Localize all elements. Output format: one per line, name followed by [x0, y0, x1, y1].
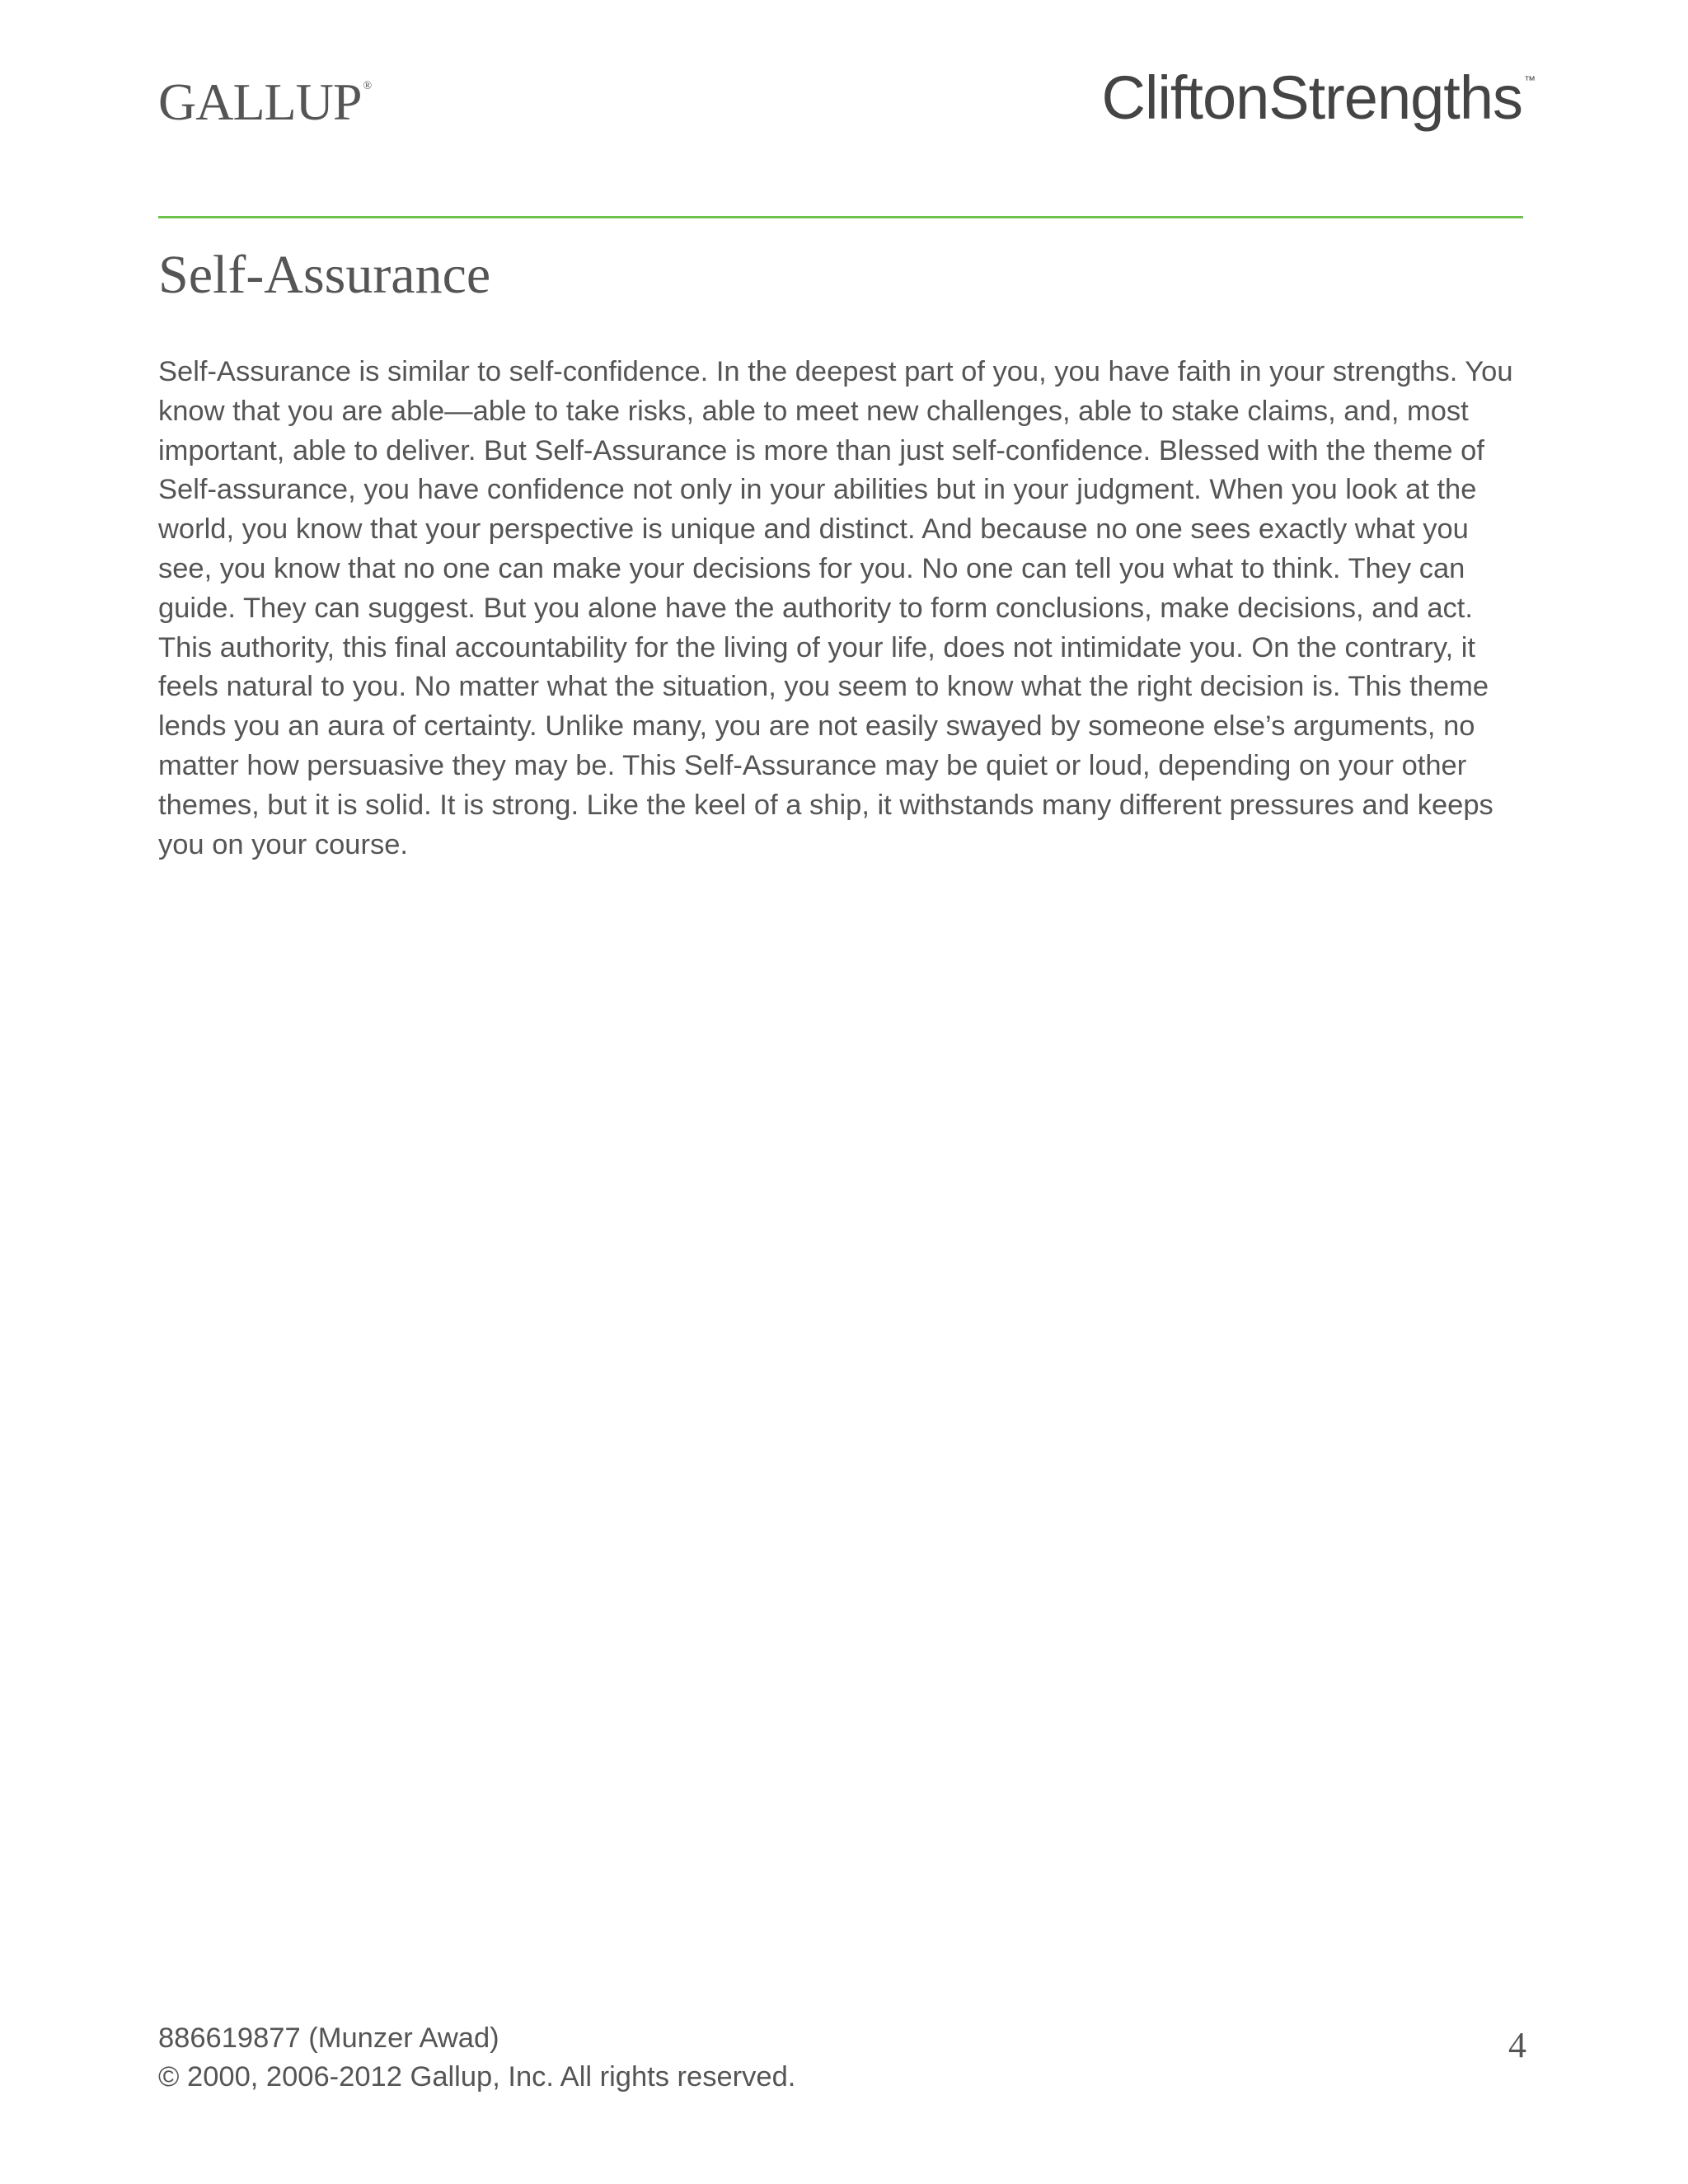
gallup-logo-text: GALLUP: [158, 73, 362, 131]
footer-info: [158, 2019, 795, 2097]
header-divider: [158, 216, 1523, 218]
page-number: 4: [1508, 2025, 1526, 2065]
gallup-logo: [158, 73, 372, 131]
theme-description: Self-Assurance is similar to self-confidence. In the deepest part of you, you have faith in your strengths. You know that you are able—able to take risks, able to meet new challenges, able to stake claims, and, most important, able to deliver. But Self-Assurance is more than just self-confidence. Blessed with the theme of Self-assurance, you have confidence not only in your abilities but in your judgment. When you look at the world, you know that your perspective is unique and distinct. And because no one sees exactly what you see, you know that no one can make your decisions for you. No one can tell you what to think. They can guide. They can suggest. But you alone have the authority to form conclusions, make decisions, and act. This authority, this final accountability for the living of your life, does not intimidate you. On the contrary, it feels natural to you. No matter what the situation, you seem to know what the right decision is. This theme lends you an aura of certainty. Unlike many, you are not easily swayed by someone else’s arguments, no matter how persuasive they may be. This Self-Assurance may be quiet or loud, depending on your other themes, but it is solid. It is strong. Like the keel of a ship, it withstands many different pressures and keeps you on your course.: [158, 356, 1513, 860]
cliftonstrengths-logo-text: CliftonStrengths: [1101, 63, 1522, 132]
cliftonstrengths-logo: [1101, 63, 1535, 132]
trademark-mark: ™: [1524, 73, 1535, 87]
registered-mark: ®: [363, 80, 372, 92]
copyright-line: © 2000, 2006-2012 Gallup, Inc. All rights reserved.: [158, 2061, 796, 2093]
page-title: Self-Assurance: [158, 245, 491, 305]
user-id-line: 886619877 (Munzer Awad): [158, 2022, 499, 2054]
